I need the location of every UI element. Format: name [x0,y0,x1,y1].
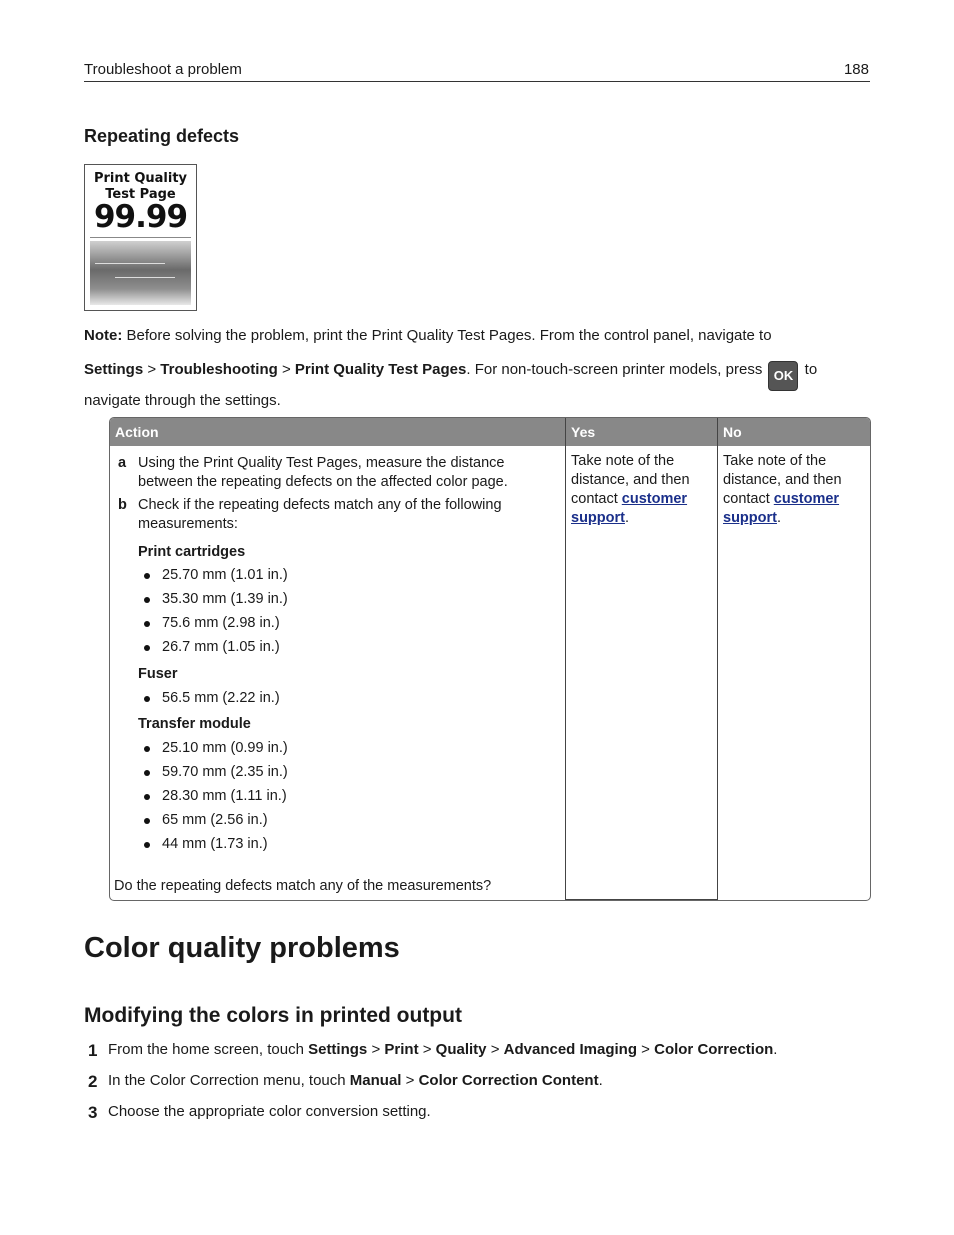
customer-support-link-no[interactable]: customer support [723,491,840,526]
navigation-path: Settings > Troubleshooting > Print Quality Test Pages. For non-touch-screen printer models, press OK to navigate through the settings. [84,361,818,409]
note-paragraph [84,326,874,346]
header-divider [84,81,870,82]
path-print-quality-test-pages: Print Quality Test Pages [294,361,467,378]
no-cell: Take note of the distance, and then contact customer support. [723,453,842,526]
column-divider [717,418,718,900]
thumb-gradient-band [90,241,191,305]
path-settings: Settings [84,361,144,378]
question-text: Do the repeating defects match any of the measurements? [114,878,492,894]
print-quality-test-page-image [84,164,197,311]
column-divider [565,418,566,900]
color-quality-title: Color quality problems [84,932,400,964]
path-troubleshooting: Troubleshooting [160,361,278,378]
header-action: Action [115,424,159,440]
note-text: Before solving the problem, print the Print Quality Test Pages. From the control panel, navigate to [122,327,772,344]
yes-cell: Take note of the distance, and then contact customer support. [571,453,690,526]
thumb-streak [115,277,175,278]
ok-button-icon: OK [768,361,798,391]
thumb-number: 99.99 [93,199,188,235]
header-no: No [723,424,742,440]
page-number: 188 [843,61,869,78]
group-title-print-cartridges: Print cartridges [138,544,246,560]
header-yes: Yes [571,424,596,440]
thumb-streak [95,263,165,264]
thumb-title-line1: Print Quality [93,171,188,186]
action-cell: a Using the Print Quality Test Pages, measure the distance between the repeating defects on the affected color page. b Check if the repeating defects match any of the following measurements: Print cartridges 25.70 mm (1.01 in.) 35.30 mm (1.39 in.) 75.6 mm (2.98 in.) 26.7 mm (1.05 in.) Fuser 56.5 mm (2.22 in.) Transfer module 25.10 mm (0.99 in.) 59.70 mm (2.35 in.) 28.30 mm (1.11 in.) 65 mm (2.56 in.) 44 mm (1.73 in.) Do the repeating defects match any of the measurements? [114,455,508,894]
customer-support-link-yes[interactable]: customer support [571,491,688,526]
thumb-title-line2: Test Page [105,187,176,202]
group-title-fuser: Fuser [138,666,178,682]
group-title-transfer-module: Transfer module [138,716,251,732]
troubleshooting-table [109,417,871,901]
yes-cell-bottom-border [566,899,718,900]
repeating-defects-heading: Repeating defects [84,126,240,146]
note-label: Note: [84,327,123,344]
running-header-section: Troubleshoot a problem [84,61,242,78]
modifying-colors-subtitle: Modifying the colors in printed output [84,1004,462,1027]
thumb-divider [90,237,191,238]
